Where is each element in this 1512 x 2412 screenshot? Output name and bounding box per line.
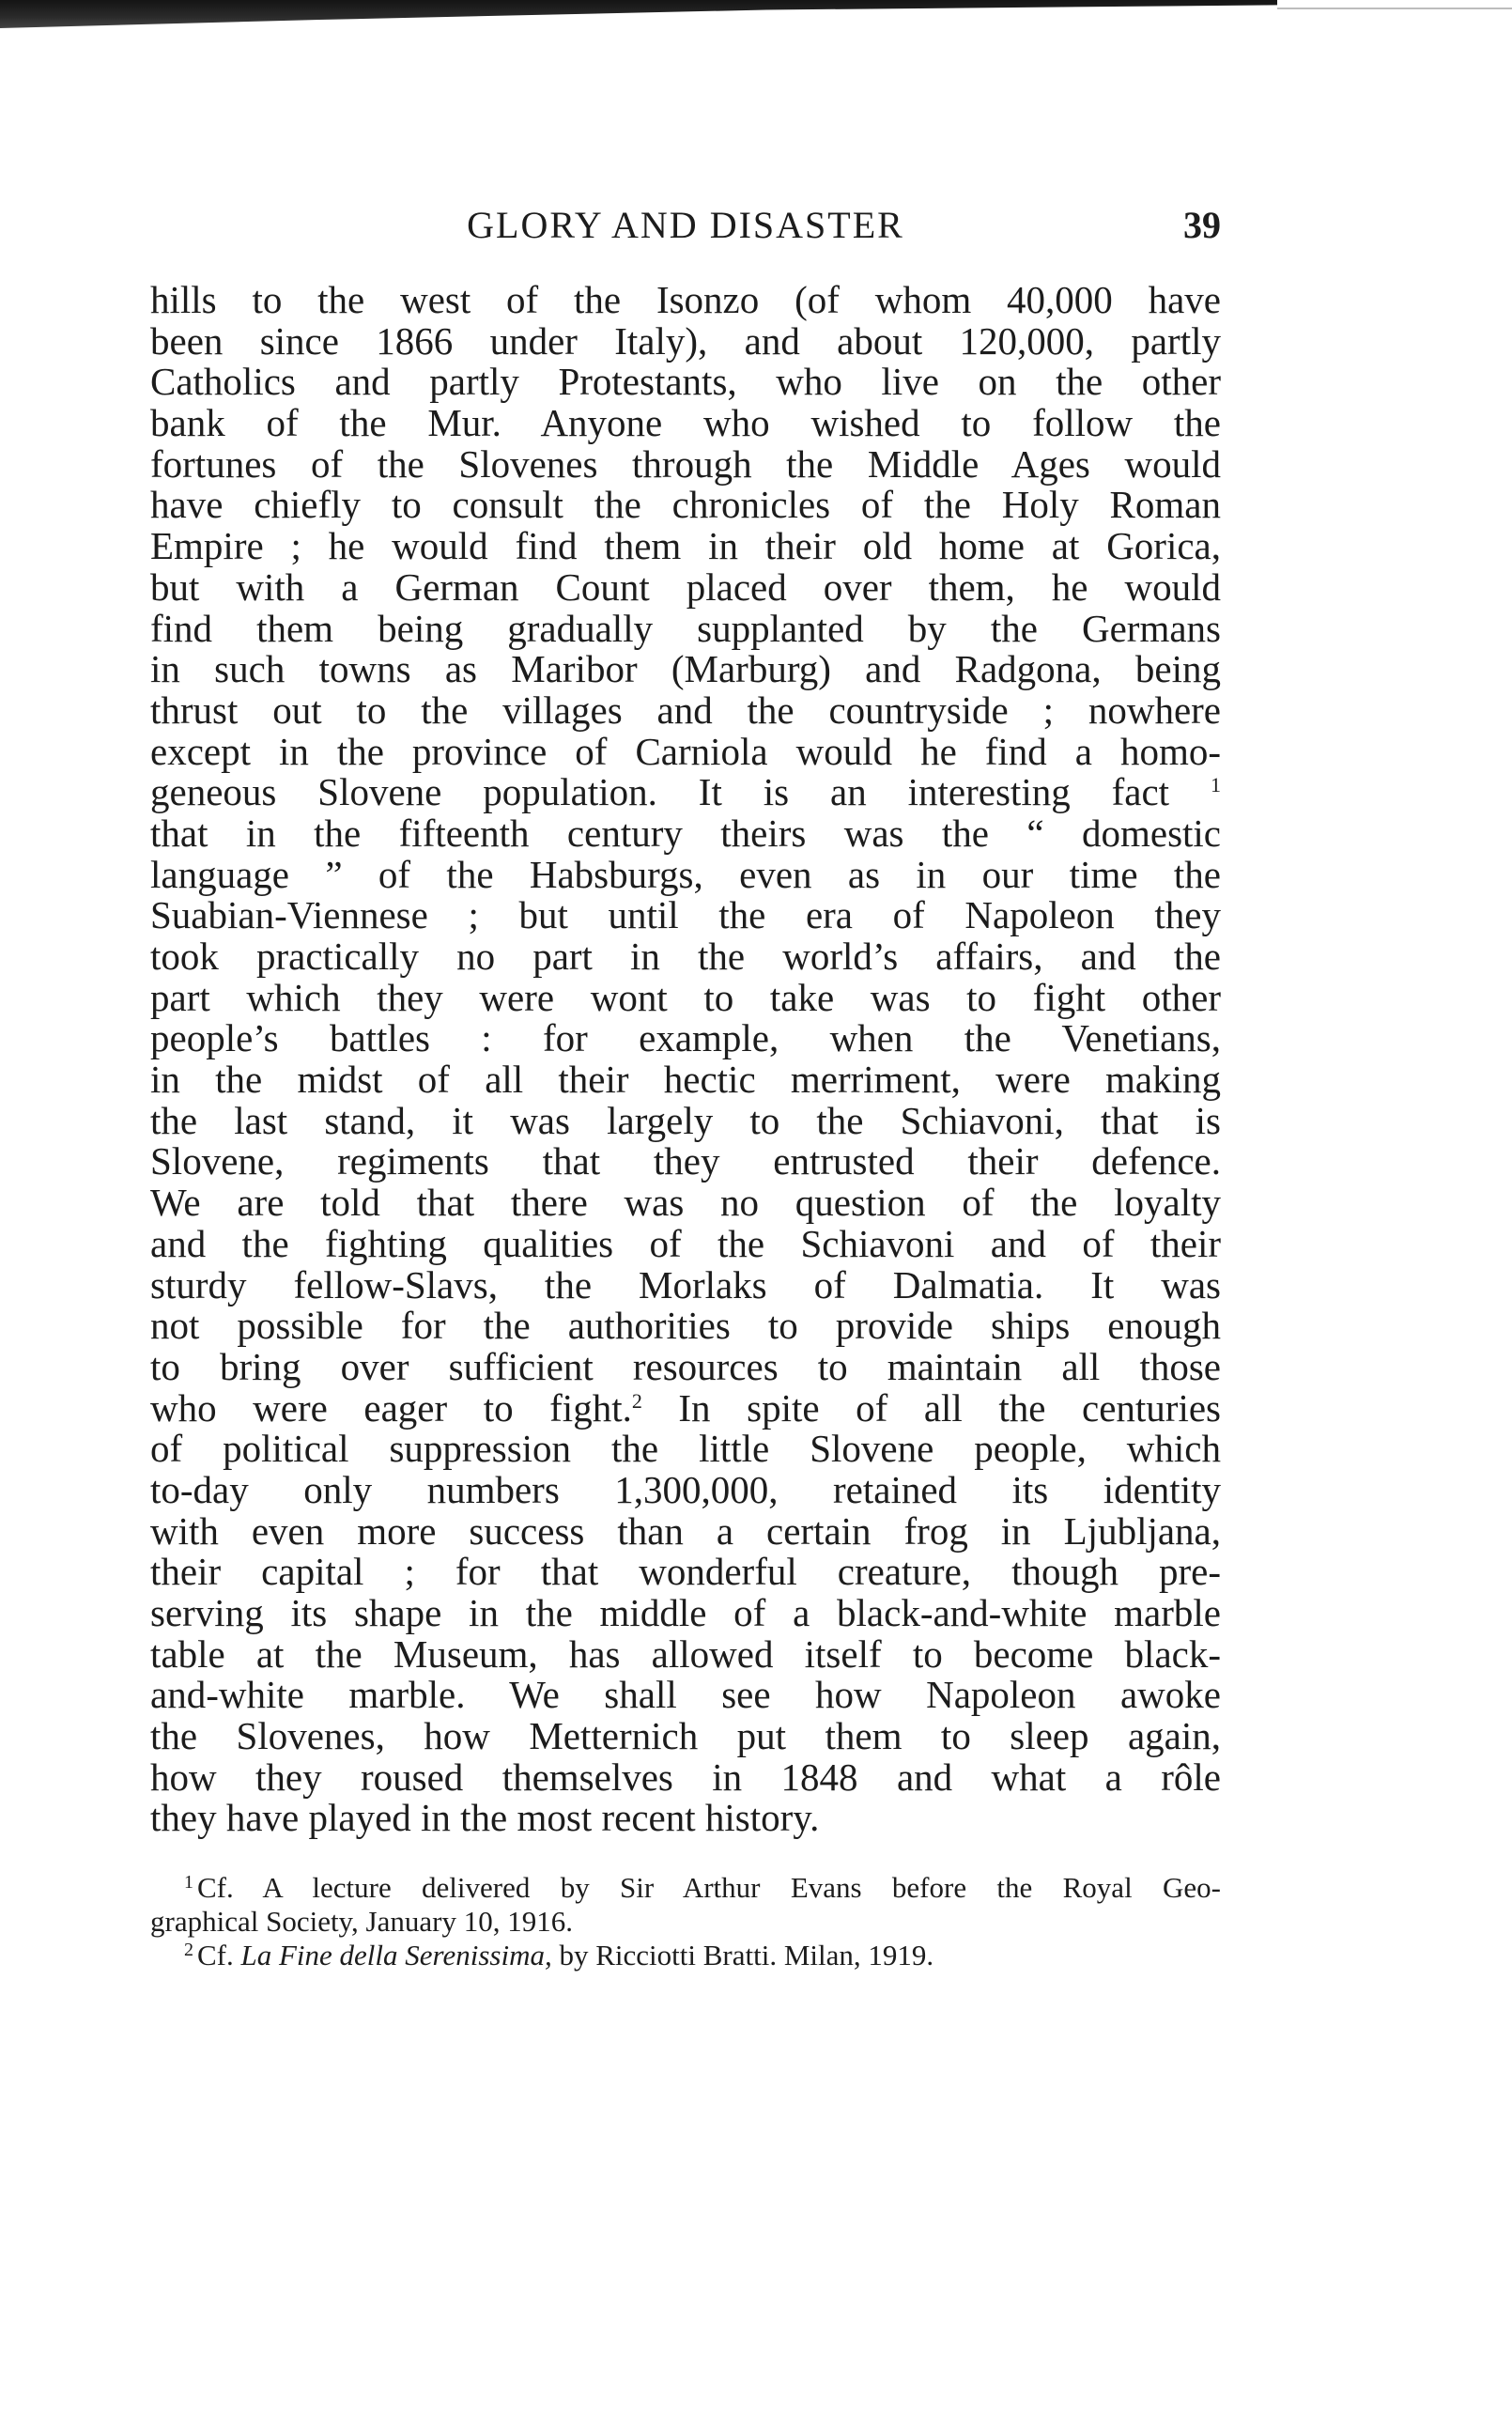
text-line: thrust out to the villages and the countryside ; nowhere xyxy=(150,688,1221,732)
footnotes xyxy=(150,1871,1221,1972)
body-paragraph xyxy=(150,280,1221,1839)
footnote-ref-2: 2 xyxy=(631,1388,642,1413)
text-line: except in the province of Carniola would he find a homo- xyxy=(150,729,1221,773)
running-title: GLORY AND DISASTER xyxy=(467,204,904,246)
text-line: took practically no part in the world’s affairs, and the xyxy=(150,935,1221,978)
footnote-marker-1: 1 xyxy=(184,1872,193,1893)
footnote-text: Cf. xyxy=(197,1939,241,1971)
text-line: in such towns as Maribor (Marburg) and Radgona, being xyxy=(150,647,1221,691)
cited-title: La Fine della Serenissima, xyxy=(240,1939,552,1971)
text-line: have chiefly to consult the chronicles of the Holy Roman xyxy=(150,483,1221,527)
text-line: how they roused themselves in 1848 and what a rôle xyxy=(150,1755,1221,1799)
text-line: with even more success than a certain frog in Ljubljana, xyxy=(150,1508,1221,1553)
text-line-with-ref xyxy=(150,772,1221,813)
footnote-marker-2: 2 xyxy=(184,1940,193,1960)
text-line: Catholics and partly Protestants, who live on the other xyxy=(150,360,1221,404)
text-line: part which they were wont to take was to fight other xyxy=(150,975,1221,1019)
footnote-ref-1: 1 xyxy=(1211,773,1221,797)
scan-edge-line xyxy=(1277,8,1512,9)
text-segment: In spite of all the centuries xyxy=(641,1385,1222,1430)
text-line: Empire ; he would find them in their old home at Gorica, xyxy=(150,524,1221,568)
footnote-1-continued: graphical Society, January 10, 1916. xyxy=(150,1905,573,1938)
text-line: Slovene, regiments that they entrusted their defence. xyxy=(150,1139,1221,1183)
text-line: but with a German Count placed over them, he would xyxy=(150,564,1221,609)
text-line: been since 1866 under Italy), and about 120,000, partly xyxy=(150,318,1221,363)
text-line: in the midst of all their hectic merriment, were making xyxy=(150,1058,1221,1102)
text-line: language ” of the Habsburgs, even as in our time the xyxy=(150,852,1221,896)
text-line-with-ref xyxy=(150,1385,1222,1430)
text-line: find them being gradually supplanted by the Germans xyxy=(150,606,1221,650)
text-line: serving its shape in the middle of a black-and-white marble xyxy=(150,1591,1221,1634)
text-line: bank of the Mur. Anyone who wished to follow the xyxy=(150,401,1221,445)
text-line: of political suppression the little Slovene people, which xyxy=(150,1427,1221,1471)
text-line: fortunes of the Slovenes through the Middle Ages would xyxy=(150,441,1221,486)
text-line: people’s battles : for example, when the Venetians, xyxy=(150,1016,1221,1060)
text-line: table at the Museum, has allowed itself to become black- xyxy=(150,1631,1221,1676)
text-line: sturdy fellow-Slavs, the Morlaks of Dalmatia. It was xyxy=(150,1262,1221,1306)
footnote-text: by Ricciotti Bratti. Milan, 1919. xyxy=(551,1939,934,1971)
footnote-text: Cf. A lecture delivered by Sir Arthur Evans before the Royal Geo- xyxy=(197,1871,1221,1904)
text-line: Suabian-Viennese ; but until the era of Napoleon they xyxy=(150,893,1221,937)
text-line: the Slovenes, how Metternich put them to sleep again, xyxy=(150,1714,1221,1758)
footnote-2 xyxy=(150,1939,1221,1972)
page-header xyxy=(150,197,1221,254)
text-line: to bring over sufficient resources to maintain all those xyxy=(150,1344,1221,1388)
text-line: to-day only numbers 1,300,000, retained its identity xyxy=(150,1467,1221,1511)
text-segment: who were eager to fight. xyxy=(150,1385,632,1430)
text-line: they have played in the most recent history. xyxy=(150,1796,820,1840)
page-number: 39 xyxy=(1183,204,1221,246)
text-line: and-white marble. We shall see how Napoleon awoke xyxy=(150,1673,1221,1717)
text-line: We are told that there was no question of the loyalty xyxy=(150,1181,1221,1225)
text-line: that in the fifteenth century theirs was the “ domestic xyxy=(150,811,1221,855)
text-line: not possible for the authorities to provide ships enough xyxy=(150,1304,1221,1348)
text-line: the last stand, it was largely to the Schiavoni, that is xyxy=(150,1098,1221,1142)
text-line: and the fighting qualities of the Schiavoni and of their xyxy=(150,1221,1221,1265)
text-line: hills to the west of the Isonzo (of whom 40,000 have xyxy=(150,278,1221,321)
text-line: their capital ; for that wonderful creature, though pre- xyxy=(150,1550,1221,1594)
text-segment: geneous Slovene population. It is an interesting fact xyxy=(150,770,1170,814)
scan-edge-shadow xyxy=(0,0,1277,28)
footnote-1 xyxy=(150,1871,1221,1905)
